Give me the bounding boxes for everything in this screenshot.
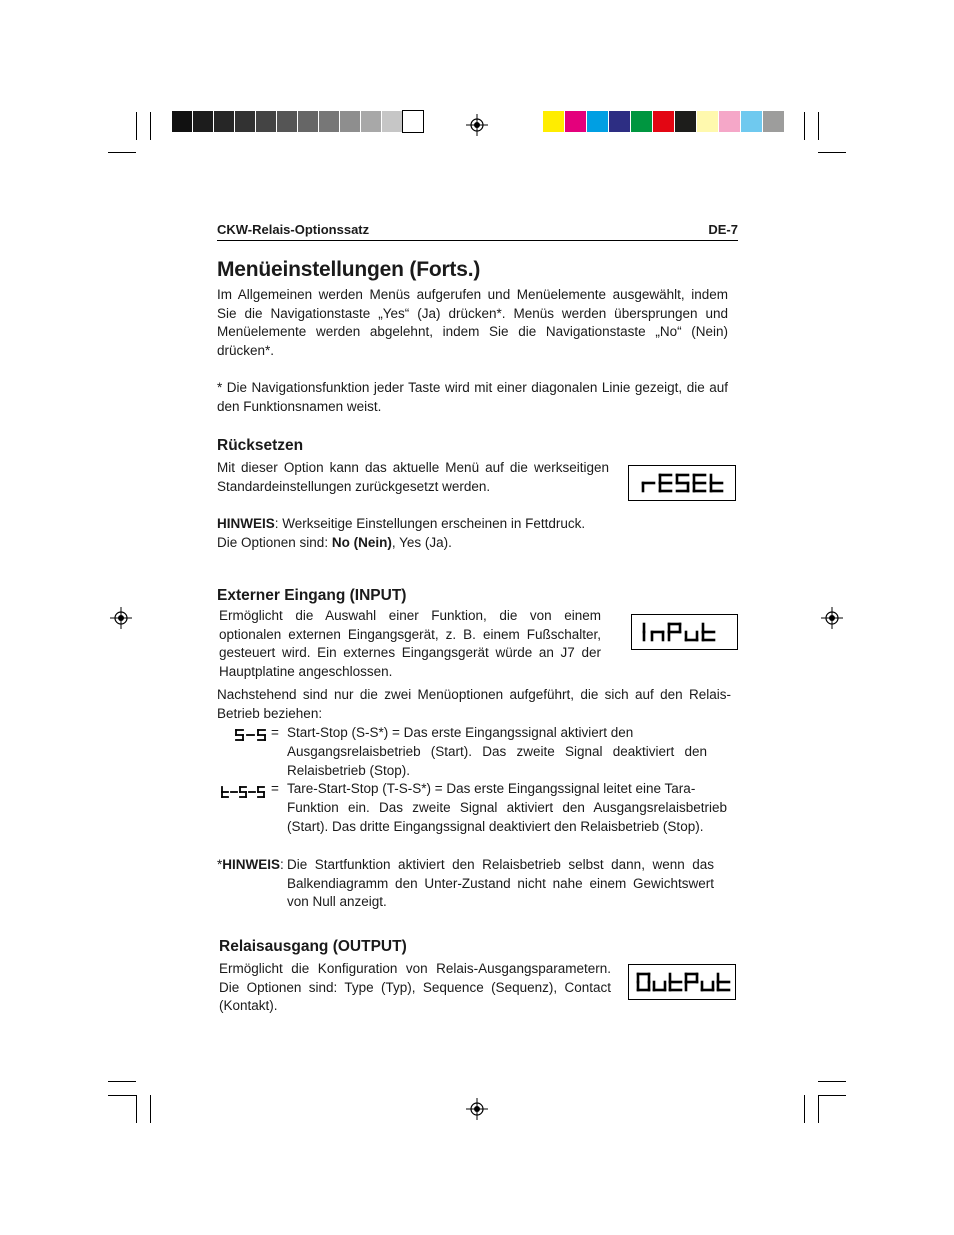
section-heading-input: Externer Eingang (INPUT) [217, 587, 407, 604]
options-rest: , Yes (Ja). [391, 535, 452, 550]
color-swatch [741, 111, 762, 132]
lcd-digit [694, 475, 705, 491]
option-description: Ausgangsrelaisbetrieb (Start). Das zweite Signal deaktiviert den Relaisbetrieb (Stop). [287, 744, 707, 778]
output-description: Ermöglicht die Konfiguration von Relais-Ausgangsparametern. Die Optionen sind: Type (Typ), Sequence (Sequenz), Contact (Kontakt). [219, 961, 611, 1014]
section-heading-reset: Rücksetzen [217, 437, 304, 454]
option-equals: = [271, 725, 279, 740]
default-option: No (Nein) [331, 535, 392, 550]
lcd-digit [222, 787, 228, 797]
intro-paragraph: Im Allgemeinen werden Menüs aufgerufen und Menüelemente ausgewählt, indem Sie die Navigationstaste „Yes“ (Ja) drücken*. Menüs werden übersprungen und Menüelemente werden abgelehnt, indem Sie die Navigationstaste „No“ (Nein) drücken*. [217, 287, 728, 359]
color-swatch [543, 111, 564, 132]
lcd-digit [660, 475, 671, 491]
lcd-digit [638, 974, 649, 990]
color-swatch [565, 111, 586, 132]
lcd-display-output [628, 964, 736, 1000]
color-swatch [256, 111, 276, 132]
note-text: : Werkseitige Einstellungen erscheinen in Fettdruck. [274, 516, 586, 531]
color-swatch [653, 111, 674, 132]
color-swatch [763, 111, 784, 132]
input-list-intro: Nachstehend sind nur die zwei Menüoptionen aufgeführt, die sich auf den Relais-Betrieb beziehen: [217, 687, 731, 721]
lcd-digit [718, 974, 729, 990]
lcd-digit [686, 974, 697, 990]
lcd-digit [677, 475, 688, 491]
input-note-label [217, 856, 284, 875]
color-swatch [675, 111, 696, 132]
footnote-paragraph: * Die Navigationsfunktion jeder Taste wird mit einer diagonalen Linie gezeigt, die auf den Funktionsnamen weist. [217, 380, 728, 414]
color-swatch [587, 111, 608, 132]
option-description: Funktion ein. Das zweite Signal aktiviert den Ausgangsrelaisbetrieb (Start). Das dritte Eingangssignal deaktiviert den Relaisbetrieb (Stop). [287, 800, 727, 834]
note-colon: : [280, 857, 284, 872]
reset-note [217, 515, 609, 534]
header-title: CKW-Relais-Optionssatz [217, 222, 370, 237]
section-heading-output: Relaisausgang (OUTPUT) [219, 938, 407, 955]
color-swatch [403, 111, 423, 132]
page-number: DE-7 [708, 222, 738, 237]
input-note-text: Die Startfunktion aktiviert den Relaisbetrieb selbst dann, wenn das Balkendiagramm den Unter-Zustand nicht nahe einem Gewichtswert von Null anzeigt. [287, 857, 714, 910]
option-equals: = [271, 781, 279, 796]
lcd-digit [236, 730, 243, 740]
lcd-digit [703, 624, 714, 640]
color-swatch [235, 111, 255, 132]
options-prefix: Die Optionen sind: [217, 535, 332, 550]
color-swatch [172, 111, 192, 132]
reset-description: Mit dieser Option kann das aktuelle Menü auf die werkseitigen Standardeinstellungen zurückgesetzt werden. [217, 460, 609, 494]
registration-target-icon [110, 607, 132, 629]
input-description: Ermöglicht die Auswahl einer Funktion, die von einem optionalen externen Eingangsgerät, z. B. einem Fußschalter, gesteuert wird. Ein externes Eingangsgerät würde an J7 der Hauptplatine angeschlossen. [219, 608, 601, 680]
registration-target-icon [821, 607, 843, 629]
lcd-code-s-s [234, 728, 268, 742]
color-swatch [719, 111, 740, 132]
lcd-digit [643, 483, 654, 491]
note-label: HINWEIS [217, 516, 275, 531]
note-star: * [217, 857, 223, 872]
color-swatch [319, 111, 339, 132]
reset-options [217, 534, 609, 553]
registration-target-icon [466, 114, 488, 136]
color-swatch [193, 111, 213, 132]
color-swatch [631, 111, 652, 132]
lcd-digit [669, 624, 680, 640]
registration-target-icon [466, 1098, 488, 1120]
lcd-digit [711, 475, 722, 491]
page-title: Menüeinstellungen (Forts.) [217, 258, 481, 281]
color-swatch [340, 111, 360, 132]
lcd-digit [258, 730, 265, 740]
lcd-display-input [631, 614, 738, 650]
lcd-display-reset [628, 465, 736, 501]
color-swatch [277, 111, 297, 132]
lcd-digit [654, 982, 665, 990]
color-swatch [382, 111, 402, 132]
color-swatch [697, 111, 718, 132]
color-swatch [361, 111, 381, 132]
running-header [217, 222, 738, 241]
lcd-digit [670, 974, 681, 990]
option-line1: Start-Stop (S-S*) = Das erste Eingangssignal aktiviert den [287, 725, 634, 740]
lcd-digit [702, 982, 713, 990]
lcd-digit [258, 787, 264, 797]
lcd-digit [652, 632, 663, 640]
lcd-code-t-s-s [220, 785, 268, 799]
option-line1: Tare-Start-Stop (T-S-S*) = Das erste Eingangssignal leitet eine Tara- [287, 781, 696, 796]
color-swatch [214, 111, 234, 132]
lcd-digit [240, 787, 246, 797]
note-label: HINWEIS [222, 857, 281, 872]
color-swatch [298, 111, 318, 132]
lcd-digit [686, 632, 697, 640]
color-swatch [609, 111, 630, 132]
